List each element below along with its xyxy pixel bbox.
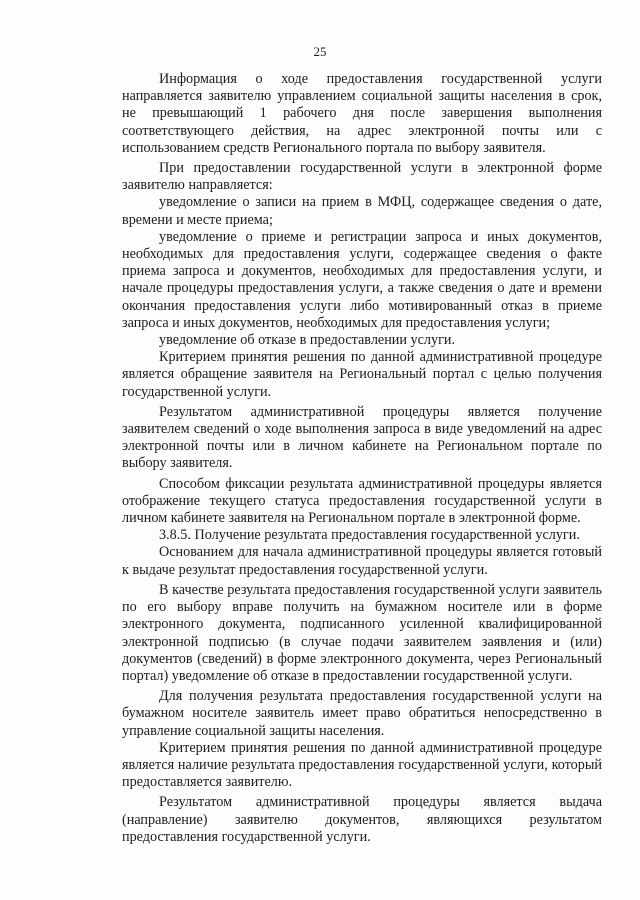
paragraph: Критерием принятия решения по данной административной процедуре является обращение заявителя на Региональный портал с целью получения государственной услуги. xyxy=(122,349,602,400)
paragraph: Результатом административной процедуры является получение заявителем сведений о ходе выполнения запроса в виде уведомлений на адрес электронной почты или в личном кабинете на Региональном портале по выбору заявителя. xyxy=(122,403,602,472)
paragraph: Результатом административной процедуры является выдача (направление) заявителю документов, являющихся результатом предоставления государственной услуги. xyxy=(122,794,602,845)
paragraph: Критерием принятия решения по данной административной процедуре является наличие результата предоставления государственной услуги, который предоставляется заявителю. xyxy=(122,739,602,791)
paragraph: Для получения результата предоставления государственной услуги на бумажном носителе заявитель имеет право обратиться непосредственно в управление социальной защиты населения. xyxy=(122,688,602,739)
list-item: уведомление об отказе в предоставлении услуги. xyxy=(159,332,456,349)
list-item: уведомление о записи на прием в МФЦ, содержащее сведения о дате, времени и месте приема; xyxy=(122,194,602,228)
paragraph: При предоставлении государственной услуги в электронной форме заявителю направляется: xyxy=(122,160,602,194)
paragraph: В качестве результата предоставления государственной услуги заявитель по его выбору вправе получить на бумажном носителе или в форме электронного документа, подписанного усиленной квалифицированной электронной подписью (в случае подачи заявителем заявления и (или) документов (сведений) в форме электронного документа, через Региональный портал) уведомление об отказе в предоставлении государственной услуги. xyxy=(122,581,602,684)
paragraph: Основанием для начала административной процедуры является готовый к выдаче результат предоставления государственной услуги. xyxy=(122,544,602,578)
page-number: 25 xyxy=(313,44,327,59)
section-heading: 3.8.5. Получение результата предоставления государственной услуги. xyxy=(159,527,580,544)
list-item: уведомление о приеме и регистрации запроса и иных документов, необходимых для предоставления услуги, содержащее сведения о факте приема запроса и документов, необходимых для предоставления услуги, и начале процедуры предоставления услуги, а также сведения о дате и времени окончания предоставления услуги либо мотивированный отказ в приеме запроса и иных документов, необходимых для предоставления услуги; xyxy=(122,228,602,331)
paragraph: Информация о ходе предоставления государственной услуги направляется заявителю управлением социальной защиты населения в срок, не превышающий 1 рабочего дня после завершения выполнения соответствующего действия, на адрес электронной почты или с использованием средств Регионального портала по выбору заявителя. xyxy=(122,71,602,156)
paragraph: Способом фиксации результата административной процедуры является отображение текущего статуса предоставления государственной услуги в личном кабинете заявителя на Региональном портале в электронной форме. xyxy=(122,475,602,527)
document-body xyxy=(122,71,602,846)
